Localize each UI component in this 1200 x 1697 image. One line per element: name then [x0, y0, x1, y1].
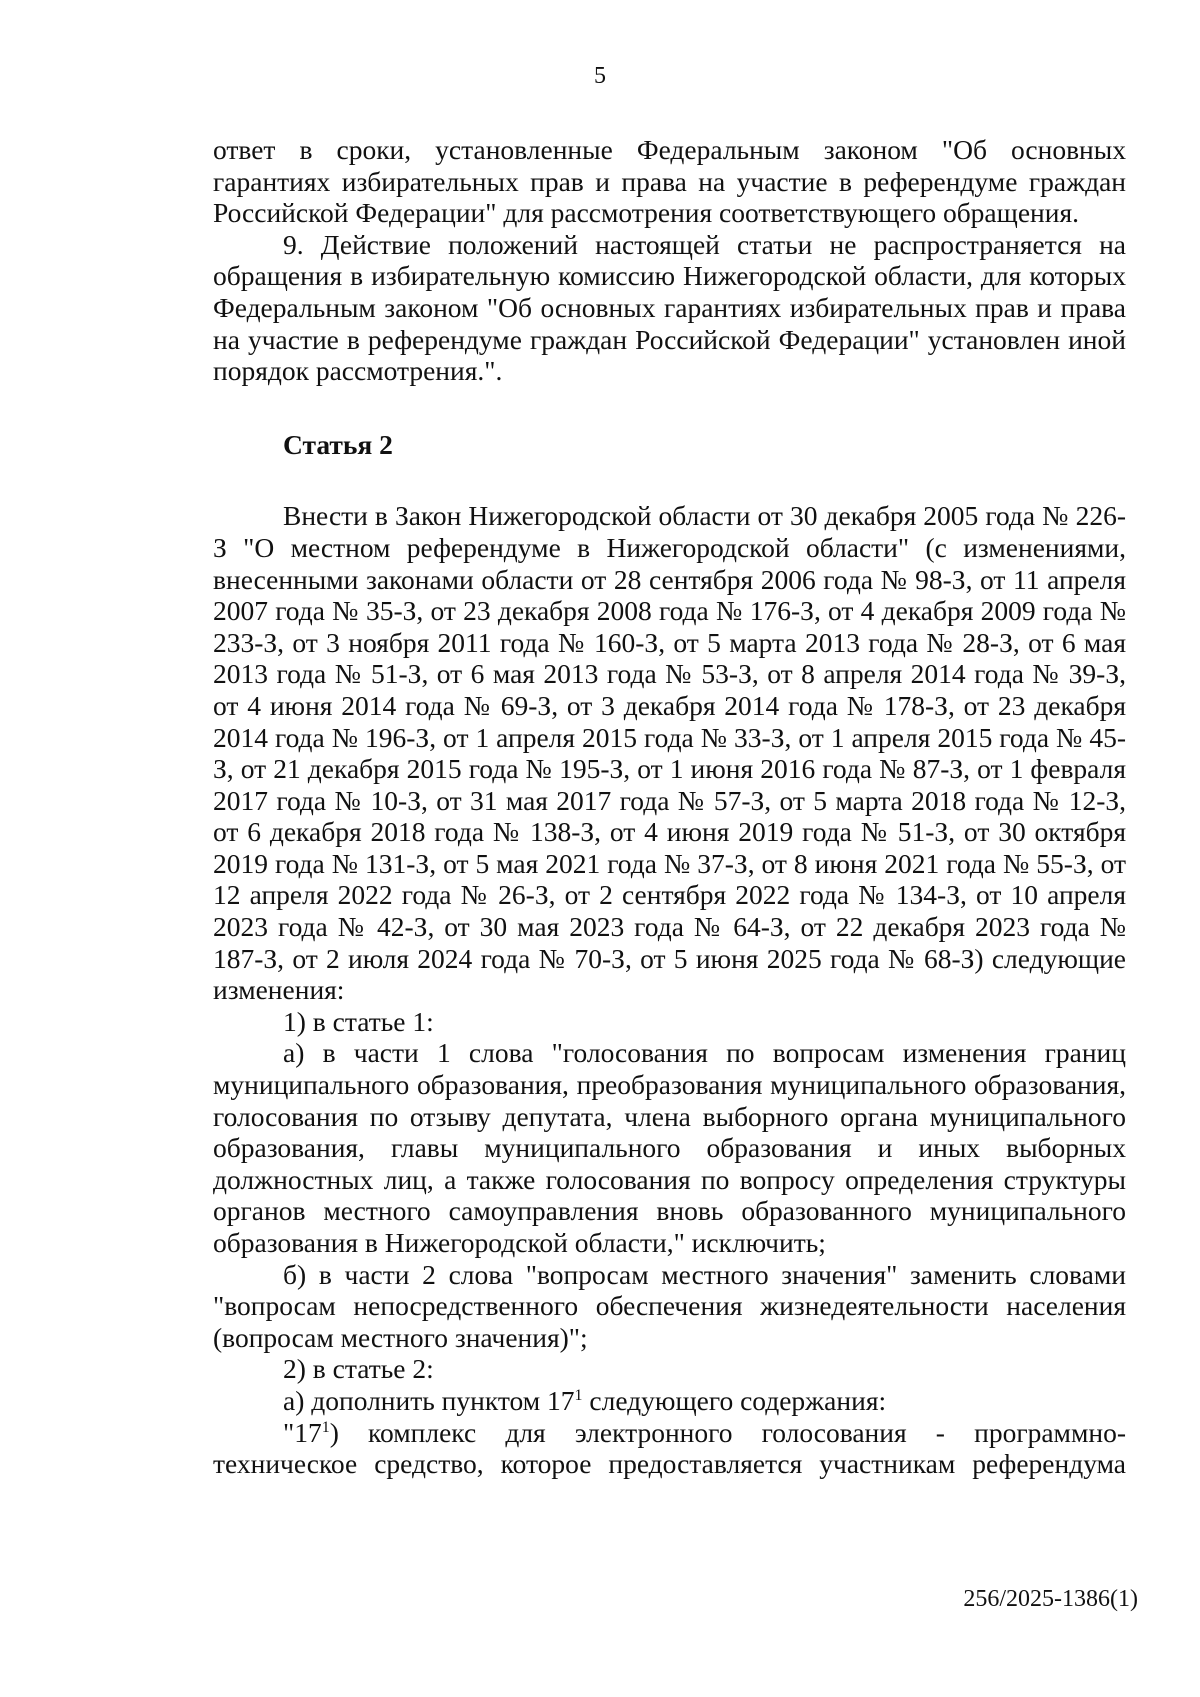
text-fragment: ) комплекс для электронного голосования - программно-техническое средство, которое предоставляется участникам референдума [213, 1416, 1126, 1480]
paragraph-add-item-17-1 [213, 1385, 1126, 1417]
text-fragment: "17 [283, 1416, 322, 1448]
paragraph-continuation: ответ в сроки, установленные Федеральным законом "Об основных гарантиях избирательных прав и права на участие в референдуме граждан Российской Федерации" для рассмотрения соответствующего обращения. [213, 134, 1126, 229]
paragraph-article-1: 1) в статье 1: [283, 1005, 434, 1037]
text-fragment: а) дополнить пунктом 17 [283, 1384, 575, 1416]
paragraph-part-1: а) в части 1 слова "голосования по вопросам изменения границ муниципального образования, преобразования муниципального образования, голосования по отзыву депутата, члена выборного органа муниципального образования, главы муниципального образования и иных выборных должностных лиц, а также голосования по вопросу определения структуры органов местного самоуправления вновь образованного муниципального образования в Нижегородской области," исключить; [213, 1037, 1126, 1258]
paragraph-article-2: 2) в статье 2: [283, 1353, 434, 1385]
article-heading: Статья 2 [283, 428, 393, 460]
document-code: 256/2025-1386(1) [963, 1586, 1138, 1612]
page-number: 5 [594, 63, 606, 89]
text-fragment: следующего содержания: [582, 1384, 887, 1416]
paragraph-item-17-1-definition [213, 1417, 1126, 1480]
paragraph-part-2: б) в части 2 слова "вопросам местного значения" заменить словами "вопросам непосредственного обеспечения жизнедеятельности населения (вопросам местного значения)"; [213, 1258, 1126, 1353]
superscript: 1 [321, 1418, 330, 1436]
paragraph-amendment-intro: Внести в Закон Нижегородской области от 30 декабря 2005 года № 226-З "О местном референдуме в Нижегородской области" (с изменениями, внесенными законами области от 28 сентября 2006 года № 98-З, от 11 апреля 2007 года № 35-З, от 23 декабря 2008 года № 176-З, от 4 декабря 2009 года № 233-З, от 3 ноября 2011 года № 160-З, от 5 марта 2013 года № 28-З, от 6 мая 2013 года № 51-З, от 6 мая 2013 года № 53-З, от 8 апреля 2014 года № 39-З, от 4 июня 2014 года № 69-З, от 3 декабря 2014 года № 178-З, от 23 декабря 2014 года № 196-З, от 1 апреля 2015 года № 33-З, от 1 апреля 2015 года № 45-З, от 21 декабря 2015 года № 195-З, от 1 июня 2016 года № 87-З, от 1 февраля 2017 года № 10-З, от 31 мая 2017 года № 57-З, от 5 марта 2018 года № 12-З, от 6 декабря 2018 года № 138-З, от 4 июня 2019 года № 51-З, от 30 октября 2019 года № 131-З, от 5 мая 2021 года № 37-З, от 8 июня 2021 года № 55-З, от 12 апреля 2022 года № 26-З, от 2 сентября 2022 года № 134-З, от 10 апреля 2023 года № 42-З, от 30 мая 2023 года № 64-З, от 22 декабря 2023 года № 187-З, от 2 июля 2024 года № 70-З, от 5 июня 2025 года № 68-З) следующие изменения: [213, 500, 1126, 1006]
superscript: 1 [574, 1386, 583, 1404]
document-body [213, 134, 1126, 1480]
paragraph-item-9: 9. Действие положений настоящей статьи не распространяется на обращения в избирательную комиссию Нижегородской области, для которых Федеральным законом "Об основных гарантиях избирательных прав и права на участие в референдуме граждан Российской Федерации" установлен иной порядок рассмотрения.". [213, 228, 1126, 387]
